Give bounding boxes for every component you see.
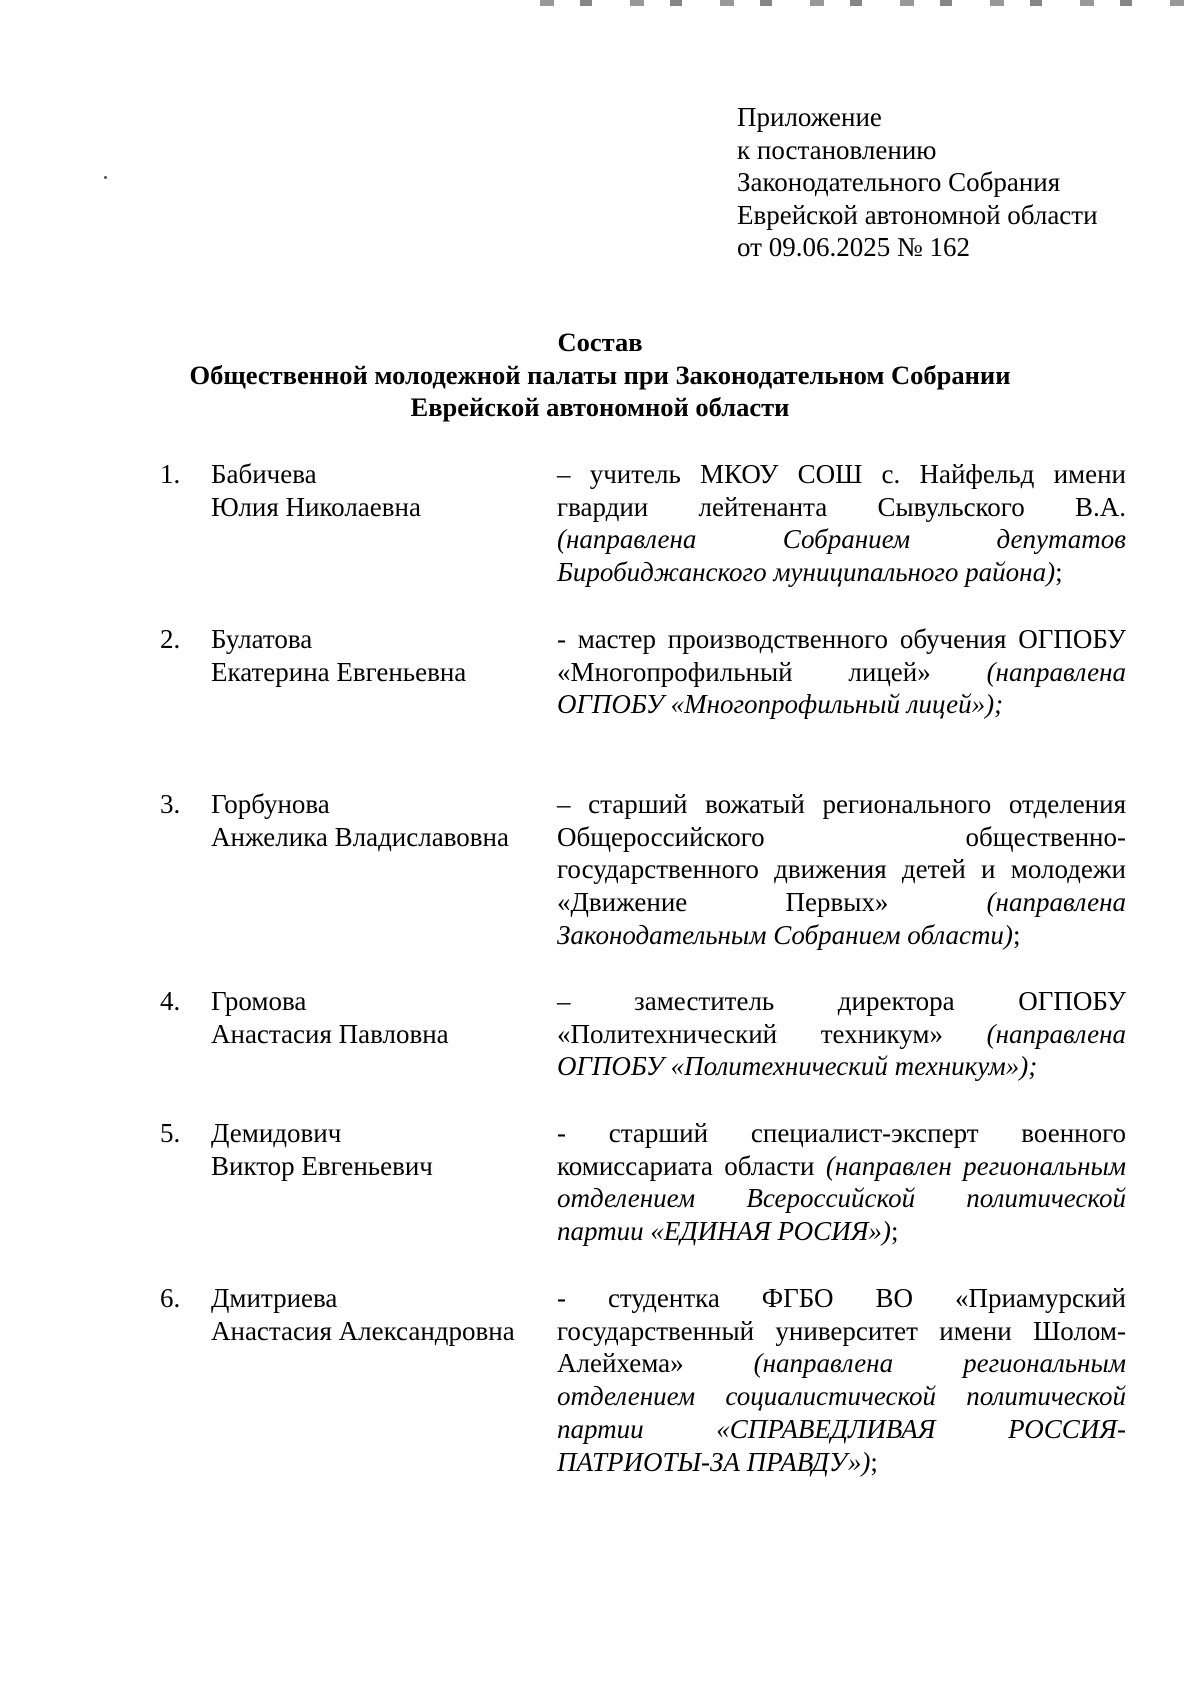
appendix-line: Приложение [737, 102, 882, 132]
member-name [211, 1282, 541, 1347]
appendix-line: Законодательного Собрания [737, 167, 1061, 197]
document-title [0, 326, 1200, 424]
member-role: - мастер производственного обучения ОГПОБУ «Многопрофильный лицей» [557, 624, 1126, 687]
member-surname: Громова [211, 986, 307, 1016]
member-given-names: Анжелика Владиславовна [211, 821, 509, 852]
member-description [557, 985, 1126, 1083]
member-description [557, 623, 1126, 721]
member-end-punctuation: ; [1055, 557, 1063, 588]
member-surname: Дмитриева [211, 1283, 338, 1313]
member-surname: Бабичева [211, 459, 317, 489]
member-surname: Булатова [211, 624, 313, 654]
member-role: – заместитель директора ОГПОБУ «Политехнический техникум» [557, 986, 1126, 1049]
member-nominator: (направлена региональным отделением социалистической политической партии «СПРАВЕДЛИВАЯ РОССИЯ-ПАТРИОТЫ-ЗА ПРАВДУ») [557, 1348, 1126, 1477]
member-given-names: Юлия Николаевна [211, 491, 421, 522]
member-nominator: (направлена Законодательным Собранием области) [557, 887, 1126, 950]
member-description [557, 1117, 1126, 1248]
member-nominator: (направлена ОГПОБУ «Политехнический техникум»); [557, 1018, 1127, 1082]
member-description [557, 458, 1126, 589]
member-role: - студентка ФГБО ВО «Приамурский государственный университет имени Шолом-Алейхема» [557, 1283, 1126, 1379]
member-name [211, 788, 541, 853]
member-end-punctuation: ; [890, 1216, 899, 1247]
member-nominator: (направлен региональным отделением Всероссийской политической партии «ЕДИНАЯ РОСИЯ») [557, 1150, 1126, 1247]
member-number: 2. [160, 624, 181, 654]
member-role: - старший специалист-эксперт военного комиссариата области [557, 1118, 1126, 1181]
member-nominator: (направлена Собранием депутатов Биробиджанского муниципального района) [557, 524, 1126, 588]
member-surname: Демидович [211, 1118, 342, 1148]
member-name [211, 458, 541, 523]
member-surname: Горбунова [211, 789, 330, 819]
appendix-header [737, 101, 1157, 264]
title-line: Общественной молодежной палаты при Законодательном Собрании [189, 359, 1011, 390]
member-given-names: Екатерина Евгеньевна [211, 656, 467, 687]
appendix-line: Еврейской автономной области [737, 199, 1098, 230]
member-description [557, 1282, 1126, 1478]
member-nominator: (направлена ОГПОБУ «Многопрофильный лицей»); [557, 656, 1126, 720]
member-number: 3. [160, 789, 181, 819]
member-number: 1. [160, 459, 181, 489]
scan-edge-artifact [540, 0, 1200, 6]
member-number: 6. [160, 1283, 181, 1313]
member-number: 4. [160, 986, 181, 1016]
member-name [211, 1117, 541, 1182]
member-name [211, 623, 541, 688]
title-line: Еврейской автономной области [410, 392, 790, 422]
member-role: – старший вожатый регионального отделения Общероссийского общественно-государственного движения детей и молодежи «Движение Первых» [557, 789, 1126, 918]
scan-dust-mark [104, 176, 107, 179]
member-role: – учитель МКОУ СОШ с. Найфельд имени гвардии лейтенанта Сывульского В.А. [557, 459, 1126, 522]
appendix-line: к постановлению [737, 134, 937, 165]
member-given-names: Анастасия Александровна [211, 1315, 515, 1346]
member-given-names: Анастасия Павловна [211, 1018, 449, 1049]
member-end-punctuation: ; [870, 1446, 878, 1477]
title-line: Состав [557, 327, 643, 357]
appendix-line: от 09.06.2025 № 162 [737, 232, 970, 262]
member-description [557, 788, 1126, 952]
member-end-punctuation: ; [1012, 919, 1021, 950]
member-number: 5. [160, 1118, 181, 1148]
member-name [211, 985, 541, 1050]
member-given-names: Виктор Евгеньевич [211, 1150, 433, 1181]
